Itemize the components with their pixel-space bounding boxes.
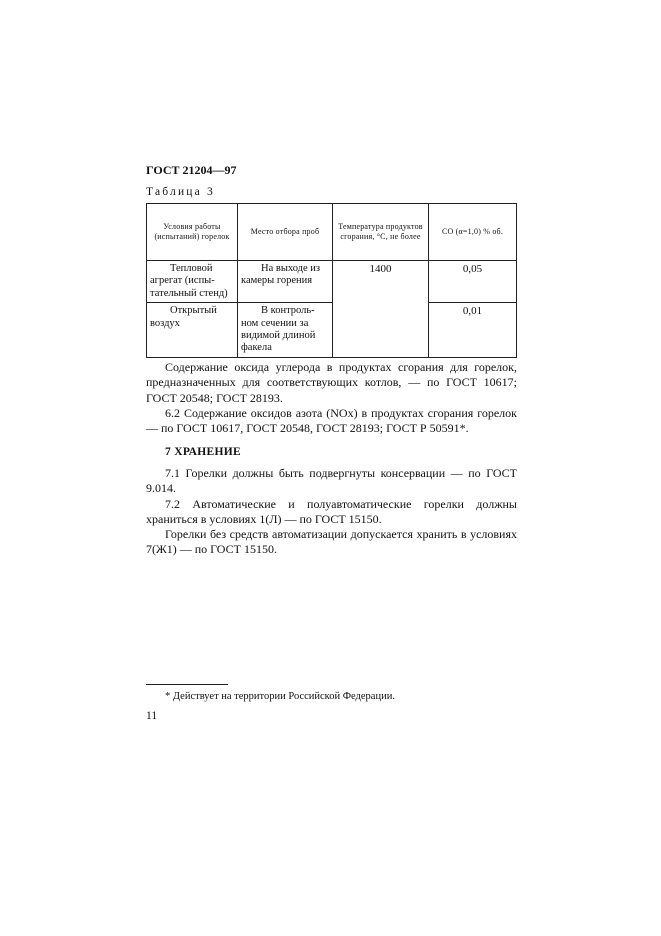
table-caption: Таблица 3 (146, 186, 215, 198)
cell-condition: Тепловой агрегат (испы- тательный стенд) (147, 261, 238, 303)
paragraph: 7.2 Автоматические и полуавтоматические горелки должны храниться в условиях 1(Л) — по ГОСТ 15150. (146, 496, 517, 526)
paragraph: Содержание оксида углерода в продуктах сгорания для горелок, предназначенных для соответствующих котлов, — по ГОСТ 10617; ГОСТ 20548; ГОСТ 28193. (146, 360, 517, 405)
header-co: СО (α=1,0) % об. (429, 204, 517, 261)
body-text-bottom (146, 466, 517, 558)
cell-condition: Открытый воздух (147, 303, 238, 358)
header-conditions: Условия работы (испытаний) горелок (147, 204, 238, 261)
table-row (147, 303, 517, 358)
header-temperature: Температура продуктов сгорания, °С, не более (333, 204, 429, 261)
paragraph: Горелки без средств автоматизации допускается хранить в условиях 7(Ж1) — по ГОСТ 15150. (146, 527, 517, 557)
page-number: 11 (146, 710, 158, 722)
cell-place: На выходе из камеры горения (238, 261, 333, 303)
cell-co: 0,05 (429, 261, 517, 303)
section-title: 7 ХРАНЕНИЕ (165, 446, 241, 458)
emissions-table (146, 203, 517, 358)
paragraph: 6.2 Содержание оксидов азота (NOx) в продуктах сгорания горелок — по ГОСТ 10617, ГОСТ 20548, ГОСТ 28193; ГОСТ Р 50591*. (146, 405, 517, 436)
header-sampling-place: Место отбора проб (238, 204, 333, 261)
footnote-divider (146, 684, 228, 685)
paragraph: 7.1 Горелки должны быть подвергнуты консервации — по ГОСТ 9.014. (146, 466, 517, 496)
table-row (147, 261, 517, 303)
body-text-top (146, 360, 517, 436)
footnote: * Действует на территории Российской Федерации. (165, 691, 395, 702)
document-header: ГОСТ 21204—97 (146, 163, 237, 177)
cell-co: 0,01 (429, 303, 517, 358)
cell-temperature: 1400 (333, 261, 429, 358)
table-header-row (147, 204, 517, 261)
cell-place: В контроль- ном сечении за видимой длиной факела (238, 303, 333, 358)
